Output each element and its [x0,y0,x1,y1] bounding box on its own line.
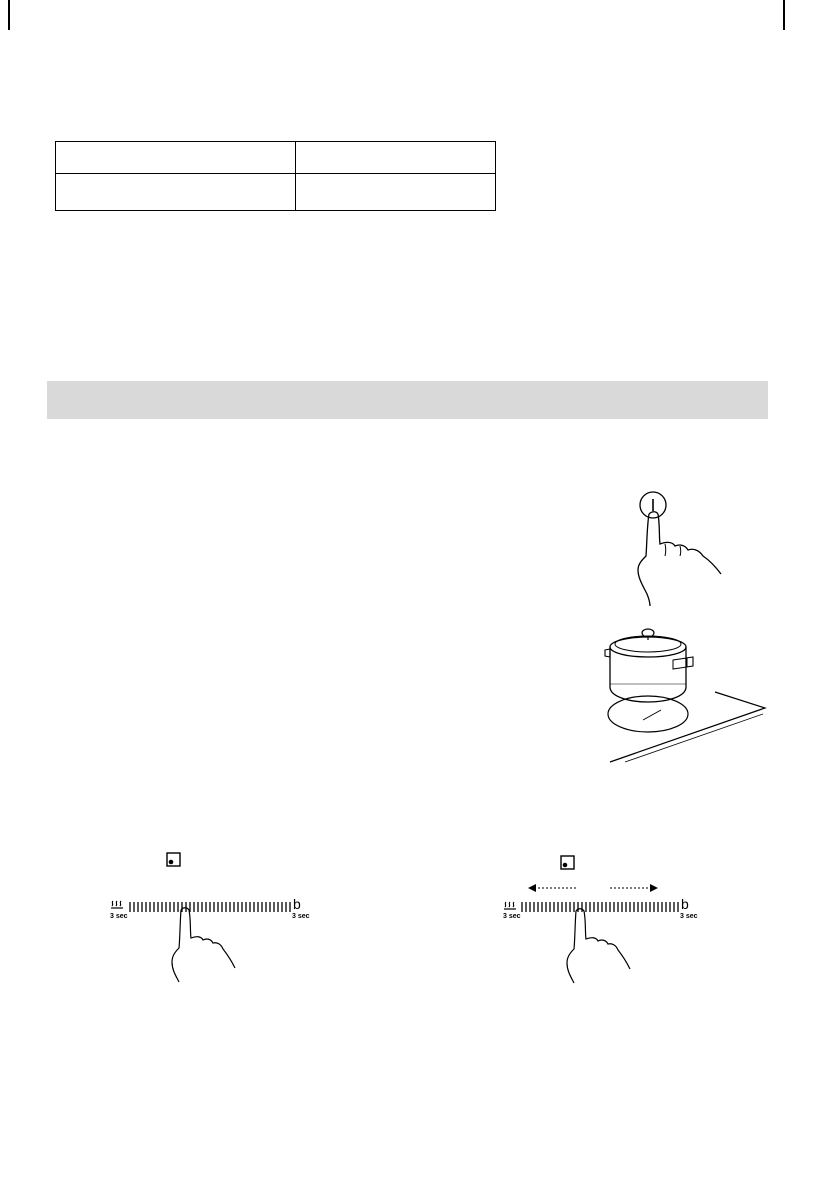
dashed-arrow-left-icon [528,883,578,893]
table-cell [296,142,496,174]
crop-mark-left [8,0,10,30]
slider-figure-right [503,855,703,995]
right-symbol: b [681,896,689,912]
slider-figure-left [110,852,310,992]
left-time-label: 3 sec [110,913,128,920]
left-time-label: 3 sec [503,913,521,920]
steam-icon [110,900,124,910]
table-row [56,174,496,211]
pointing-hand-icon [560,905,640,990]
section-header-bar [47,381,768,419]
table-cell [56,142,296,174]
zone-indicator-icon [166,852,182,868]
zone-indicator-icon [560,855,576,871]
pointing-hand-icon [165,904,245,989]
pot-on-hob-icon [595,622,770,767]
right-time-label: 3 sec [680,913,698,920]
right-symbol: b [293,896,301,912]
right-time-label: 3 sec [292,913,310,920]
table-cell [56,174,296,211]
steam-icon [503,901,517,911]
table-row [56,142,496,174]
crop-mark-right [783,0,785,30]
finger-press-power-icon [625,486,735,606]
data-table [55,141,496,211]
table-cell [296,174,496,211]
dashed-arrow-right-icon [608,883,658,893]
